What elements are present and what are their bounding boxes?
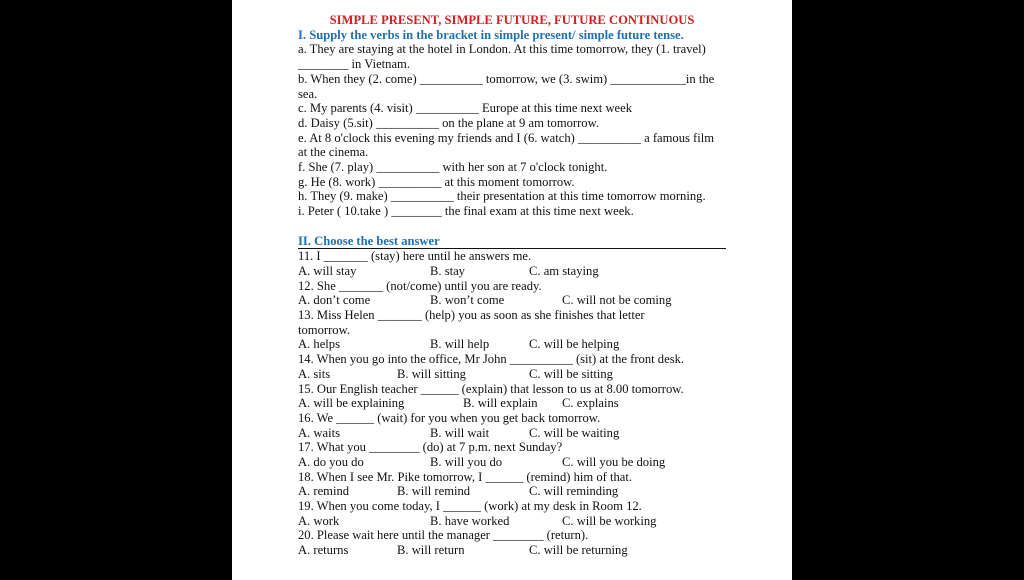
option-b: B. will remind bbox=[397, 484, 471, 499]
option-b: B. will help bbox=[430, 337, 490, 352]
exercise-item-e: e. At 8 o'clock this evening my friends and I (6. watch) __________ a famous film at the cinema. bbox=[298, 130, 715, 160]
page-title: SIMPLE PRESENT, SIMPLE FUTURE, FUTURE CONTINUOUS bbox=[329, 13, 695, 27]
option-a: A. don’t come bbox=[298, 293, 371, 308]
option-c: C. will reminding bbox=[529, 484, 619, 499]
option-c: C. will not be coming bbox=[562, 293, 672, 308]
options-20 bbox=[298, 543, 726, 558]
options-14 bbox=[298, 367, 726, 382]
question-16: 16. We ______ (wait) for you when you get back tomorrow. bbox=[298, 410, 601, 425]
options-19 bbox=[298, 514, 726, 529]
option-a: A. waits bbox=[298, 425, 340, 440]
options-12 bbox=[298, 293, 726, 308]
question-19: 19. When you come today, I ______ (work) at my desk in Room 12. bbox=[298, 499, 642, 514]
option-b: B. will you do bbox=[430, 454, 503, 469]
option-c: C. will be waiting bbox=[529, 425, 620, 440]
option-b: B. will explain bbox=[463, 396, 538, 411]
option-a: A. do you do bbox=[298, 454, 364, 469]
options-11 bbox=[298, 264, 726, 279]
option-b: B. won’t come bbox=[430, 293, 505, 308]
option-b: B. have worked bbox=[430, 513, 510, 528]
section-1-heading: I. Supply the verbs in the bracket in simple present/ simple future tense. bbox=[298, 27, 684, 42]
exercise-item-f: f. She (7. play) __________ with her son at 7 o'clock tonight. bbox=[298, 160, 608, 175]
question-17: 17. What you ________ (do) at 7 p.m. next Sunday? bbox=[298, 440, 563, 455]
exercise-item-g: g. He (8. work) __________ at this moment tomorrow. bbox=[298, 174, 575, 189]
option-c: C. will be returning bbox=[529, 543, 628, 558]
exercise-item-a: a. They are staying at the hotel in London. At this time tomorrow, they (1. travel) ________ in Vietnam. bbox=[298, 42, 706, 72]
option-a: A. remind bbox=[298, 484, 350, 499]
question-15: 15. Our English teacher ______ (explain) that lesson to us at 8.00 tomorrow. bbox=[298, 381, 684, 396]
option-c: C. will be working bbox=[562, 513, 657, 528]
question-14: 14. When you go into the office, Mr John __________ (sit) at the front desk. bbox=[298, 352, 685, 367]
option-b: B. will wait bbox=[430, 425, 490, 440]
option-a: A. helps bbox=[298, 337, 340, 352]
option-c: C. will you be doing bbox=[562, 454, 666, 469]
options-16 bbox=[298, 426, 726, 441]
option-b: B. will return bbox=[397, 543, 465, 558]
section-2-heading: II. Choose the best answer bbox=[298, 234, 726, 250]
exercise-item-d: d. Daisy (5.sit) __________ on the plane at 9 am tomorrow. bbox=[298, 115, 600, 130]
question-13: 13. Miss Helen _______ (help) you as soon as she finishes that letter tomorrow. bbox=[298, 308, 645, 337]
question-12: 12. She _______ (not/come) until you are ready. bbox=[298, 278, 542, 293]
option-a: A. will stay bbox=[298, 263, 357, 278]
exercise-item-h: h. They (9. make) __________ their presentation at this time tomorrow morning. bbox=[298, 189, 706, 204]
options-15 bbox=[298, 396, 726, 411]
options-17 bbox=[298, 455, 726, 470]
option-a: A. sits bbox=[298, 366, 331, 381]
exercise-item-c: c. My parents (4. visit) __________ Europe at this time next week bbox=[298, 101, 633, 116]
worksheet-content bbox=[298, 13, 726, 558]
question-11: 11. I _______ (stay) here until he answers me. bbox=[298, 249, 532, 264]
question-18: 18. When I see Mr. Pike tomorrow, I ______ (remind) him of that. bbox=[298, 469, 633, 484]
exercise-item-i: i. Peter ( 10.take ) ________ the final exam at this time next week. bbox=[298, 204, 634, 219]
exercise-item-b: b. When they (2. come) __________ tomorrow, we (3. swim) ____________in the sea. bbox=[298, 71, 715, 101]
option-a: A. returns bbox=[298, 543, 349, 558]
worksheet-page bbox=[232, 0, 792, 580]
option-b: B. will sitting bbox=[397, 366, 466, 381]
options-13 bbox=[298, 337, 726, 352]
option-c: C. explains bbox=[562, 396, 619, 411]
option-a: A. will be explaining bbox=[298, 396, 405, 411]
option-c: C. am staying bbox=[529, 263, 599, 278]
options-18 bbox=[298, 484, 726, 499]
option-b: B. stay bbox=[430, 263, 465, 278]
spacer bbox=[298, 219, 726, 234]
option-c: C. will be helping bbox=[529, 337, 620, 352]
question-20: 20. Please wait here until the manager ________ (return). bbox=[298, 528, 589, 543]
option-a: A. work bbox=[298, 513, 340, 528]
option-c: C. will be sitting bbox=[529, 366, 613, 381]
